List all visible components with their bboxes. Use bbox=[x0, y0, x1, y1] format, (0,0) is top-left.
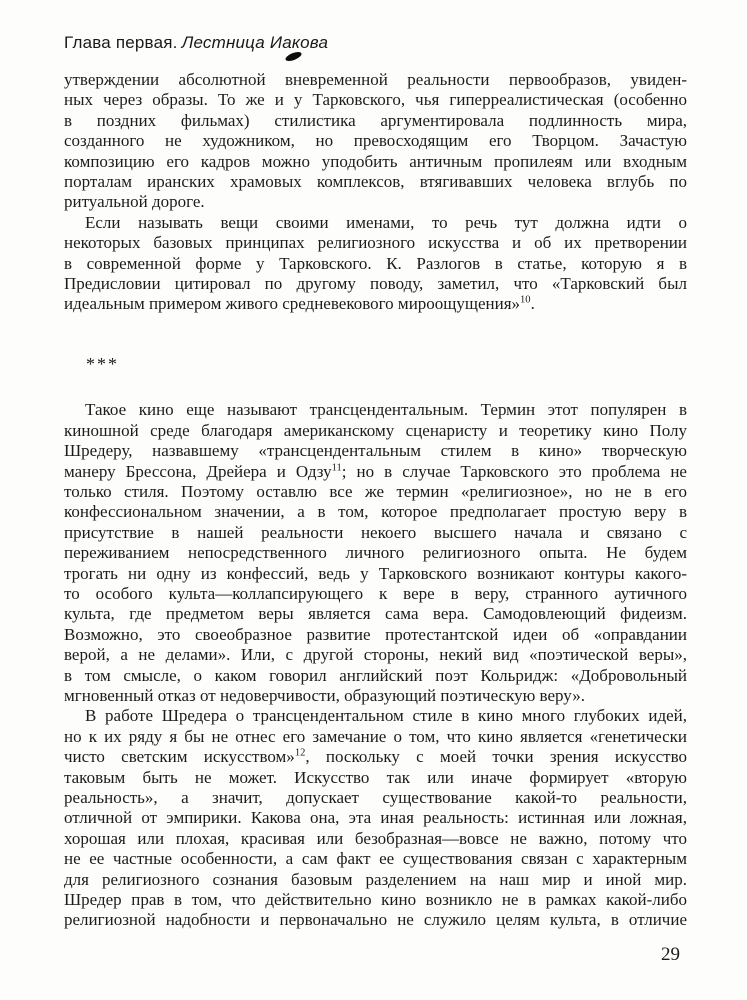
text-line: в том смысле, о каком говорил английский поэт Кольридж: «Добровольный bbox=[64, 665, 687, 685]
text-line: киношной среде благодаря американскому сценаристу и теоретику кино Полу bbox=[64, 420, 687, 440]
text-line: ных через образы. То же и у Тарковского, чья гиперреалистическая (особенно bbox=[64, 90, 687, 110]
text-line: в поздних фильмах) стилистика аргументировала подлинность мира, bbox=[64, 110, 687, 130]
text-line: реальность», а значит, допускает существование какой-то реальности, bbox=[64, 788, 687, 807]
text-line: культа, где предметом веры является сама вера. Самодовлеющий фидеизм. bbox=[64, 604, 687, 624]
text-line: Шредер прав в том, что действительно кино возникло не в рамках какой-либо bbox=[64, 890, 687, 910]
footnote-ref: 11 bbox=[331, 461, 342, 473]
text-line: чисто светским искусством»$^{12}$, поскольку с моей точки зрения искусство bbox=[64, 747, 687, 767]
section-break: *** bbox=[86, 353, 119, 374]
text-line: присутствие в нашей реальности некоего высшего начала и связано с bbox=[64, 522, 687, 542]
text-line: ритуальной дороге. bbox=[64, 192, 205, 212]
footnote-ref: 12 bbox=[294, 747, 306, 759]
text-line: Предисловии цитировал по другому поводу, заметил, что «Тарковский был bbox=[64, 274, 687, 294]
text-line: верой, а не делами». Или, с другой стороны, некий вид «поэтической веры», bbox=[64, 645, 687, 665]
paragraph bbox=[64, 213, 687, 315]
text-line: В работе Шредера о трансцендентальном стиле в кино много глубоких идей, bbox=[85, 706, 687, 726]
text-line: идеальным примером живого средневекового мироощущения»$^{10}$. bbox=[64, 294, 535, 314]
text-line: но к их ряду я бы не отнес его замечание о том, что кино является «генетически bbox=[64, 726, 687, 746]
text-line: композицию его кадров можно уподобить античным пропилеям или входным bbox=[64, 151, 687, 171]
paragraph bbox=[64, 400, 687, 706]
text-line: мгновенный отказ от недоверчивости, образующий поэтическую веру». bbox=[64, 685, 585, 705]
text-line: в современной форме у Тарковского. К. Разлогов в статье, которую я в bbox=[64, 253, 687, 273]
text-line: манеру Брессона, Дрейера и Одзу$^{11}$; но в случае Тарковского это проблема не bbox=[64, 461, 687, 481]
text-line: Возможно, это своеобразное развитие протестантской идеи об «оправдании bbox=[64, 624, 687, 644]
text-column bbox=[64, 70, 687, 931]
text-line: то особого культа—коллапсирующего к вере в веру, странного аутичного bbox=[64, 583, 687, 603]
chapter-label: Глава первая. bbox=[64, 33, 178, 52]
footnote-ref: 10 bbox=[520, 294, 531, 306]
running-header bbox=[64, 33, 328, 53]
text-line: для религиозного сознания базовым разделением на наш мир и иной мир. bbox=[64, 869, 687, 889]
text-line: только стиля. Поэтому оставлю все же термин «религиозное», но не в его bbox=[64, 481, 687, 501]
text-line: некоторых базовых принципах религиозного искусства и об их претворении bbox=[64, 233, 687, 253]
paragraph bbox=[64, 706, 687, 930]
paragraph bbox=[64, 70, 687, 213]
text-line: религиозной надобности и первоначально не служило целям культа, в отличие bbox=[64, 910, 687, 930]
text-line: конфессиональном значении, а в том, которое предполагает простую веру в bbox=[64, 502, 687, 522]
text-line: созданного не художником, но превосходящим его Творцом. Зачастую bbox=[64, 131, 687, 151]
chapter-title: Лестница Иакова bbox=[181, 33, 329, 52]
text-line: таковым быть не может. Искусство так или иначе формирует «вторую bbox=[64, 767, 687, 787]
page-number: 29 bbox=[661, 944, 680, 965]
text-line: утверждении абсолютной вневременной реальности первообразов, увиден- bbox=[64, 70, 687, 89]
text-line: переживанием непосредственного личного религиозного опыта. Не будем bbox=[64, 543, 687, 563]
text-line: Такое кино еще называют трансцендентальным. Термин этот популярен в bbox=[85, 400, 687, 420]
text-line: отличной от эмпирики. Какова она, эта иная реальность: истинная или ложная, bbox=[64, 808, 687, 828]
text-line: Шредеру, назвавшему «трансцендентальным стилем в кино» творческую bbox=[64, 441, 687, 461]
text-line: трогать ни одну из конфессий, ведь у Тарковского возникают контуры какого- bbox=[64, 563, 687, 583]
text-line: Если называть вещи своими именами, то речь тут должна идти о bbox=[85, 212, 687, 232]
text-line: хорошая или плохая, красивая или безобразная—вовсе не важно, потому что bbox=[64, 828, 687, 848]
text-line: порталам иранских храмовых комплексов, втягивавших человека вглубь по bbox=[64, 172, 687, 192]
text-line: не ее частные особенности, а сам факт ее существования связан с характерным bbox=[64, 849, 687, 869]
